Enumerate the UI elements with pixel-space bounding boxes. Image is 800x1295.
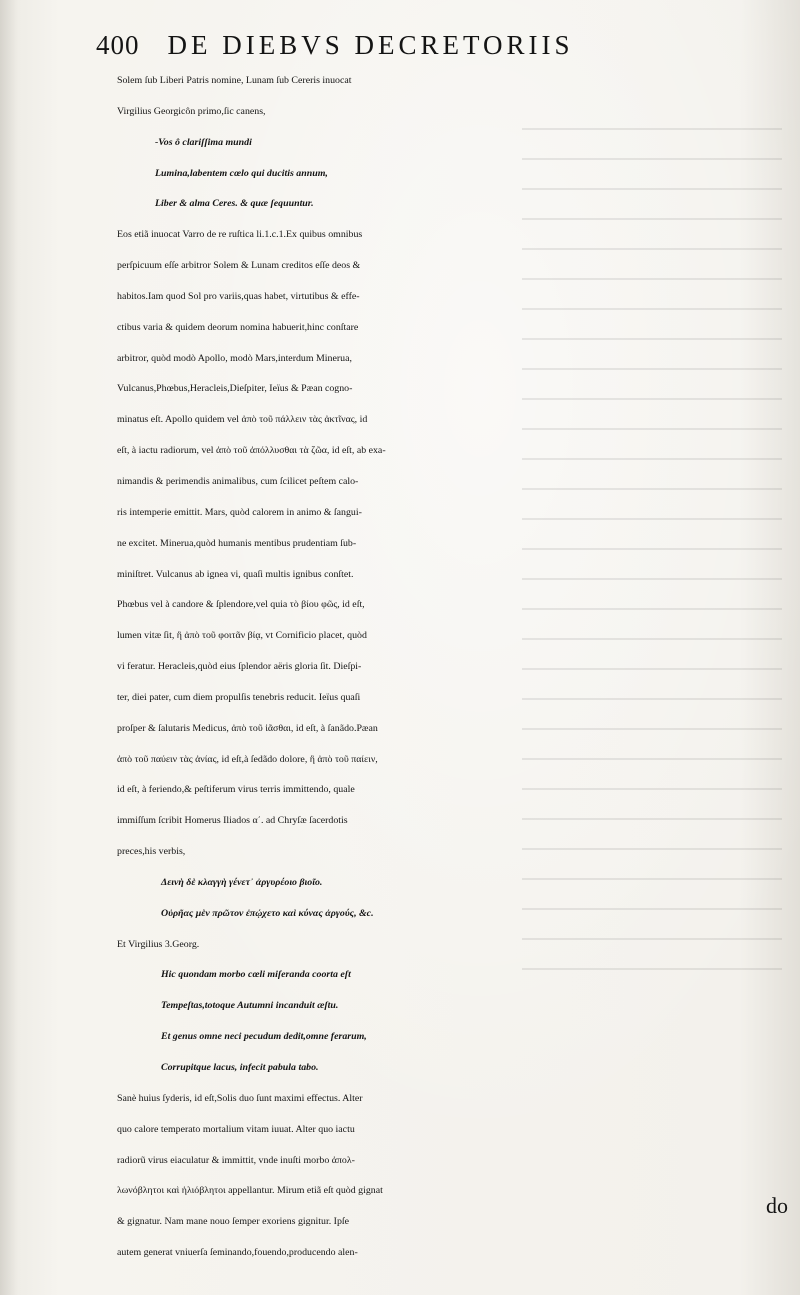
text-line: ne excitet. Minerua,quòd humanis mentibus prudentiam ſub- [117,537,357,549]
text-line: Solem ſub Liberi Patris nomine, Lunam ſub Cereris inuocat [117,75,352,86]
text-line: ctibus varia & quidem deorum nomina habuerit,hinc conſtare [117,321,359,333]
verse-line: Hic quondam morbo cœli miſeranda coorta eſt [161,969,351,981]
text-line: Virgilius Georgicôn primo,ſic canens, [117,105,266,117]
running-title: DE DIEBVS DECRETORIIS [167,30,574,60]
text-line: vi feratur. Heracleis,quòd eius ſplendor aëris gloria ſit. Dieſpi- [117,661,362,673]
page-number: 400 [96,30,140,60]
text-line: radiorũ virus eiaculatur & immittit, vnde inuſti morbo ἀπολ- [117,1154,355,1166]
verse-line: Lumina,labentem cœlo qui ducitis annum, [155,167,328,179]
text-line: perſpicuum eſſe arbitror Solem & Lunam creditos eſſe deos & [117,260,361,272]
text-line: ἀπὸ τοῦ παύειν τὰς ἀνίας, id eſt,à ſedãdo dolore, ἢ ἀπὸ τοῦ παίειν, [117,753,378,765]
text-line: preces,his verbis, [117,846,186,858]
text-line: ris intemperie emittit. Mars, quòd calorem in animo & ſangui- [117,506,362,518]
verse-line: Corrupitque lacus, infecit pabula tabo. [161,1062,319,1073]
text-line: autem generat vniuerſa ſeminando,fouendo,producendo alen- [117,1247,358,1259]
greek-verse-line: Δεινὴ δὲ κλαγγὴ γένετ᾽ ἀργυρέοιο βιοῖο. [161,876,323,888]
text-line: Et Virgilius 3.Georg. [117,938,200,950]
verse-line: Liber & alma Ceres. & quæ ſequuntur. [155,198,314,210]
text-line: Phœbus vel à candore & ſplendore,vel quia τὸ βίου φῶς, id eſt, [117,599,365,611]
text-line: nimandis & perimendis animalibus, cum ſcilicet peſtem calo- [117,475,359,487]
text-line: quo calore temperato mortalium vitam iuuat. Alter quo iactu [117,1123,355,1135]
text-line: immiſſum ſcribit Homerus Iliados α΄. ad Chryſæ ſacerdotis [117,815,348,827]
text-line: Sanè huius ſyderis, id eſt,Solis duo ſunt maximi effectus. Alter [117,1092,363,1104]
text-line: proſper & ſalutaris Medicus, ἀπὸ τοῦ ἰᾶσθαι, id eſt, à ſanãdo.Pæan [117,722,378,734]
text-line: & gignatur. Nam mane nouo ſemper exoriens gignitur. Ipſe [117,1216,350,1228]
text-line: miniſtret. Vulcanus ab ignea vi, quaſi multis ignibus conſtet. [117,568,354,580]
text-line: Vulcanus,Phœbus,Heracleis,Dieſpiter, Ieïus & Pæan cogno- [117,383,353,395]
catchword: do [766,1193,788,1218]
greek-verse-line: Οὐρῆας μὲν πρῶτον ἐπῴχετο καὶ κύνας ἀργούς, &c. [161,907,374,919]
verse-line: Tempeſtas,totoque Autumni incanduit æſtu. [161,1000,339,1012]
page-header [96,30,760,61]
verse-line: -Vos ô clariſſima mundi [155,136,252,148]
text-line: ter, diei pater, cum diem propulſis tenebris reducit. Ieïus quaſi [117,691,361,703]
body-text [117,66,787,1269]
text-line: minatus eſt. Apollo quidem vel ἀπὸ τοῦ πάλλειν τὰς ἀκτῖνας, id [117,414,368,426]
text-line: lumen vitæ ſit, ἢ ἀπὸ τοῦ φοιτᾶν βίᾳ, vt Cornificio placet, quòd [117,630,367,642]
text-line: habitos.Iam quod Sol pro variis,quas habet, virtutibus & effe- [117,290,360,302]
text-line: Eos etiã inuocat Varro de re ruſtica li.1.c.1.Ex quibus omnibus [117,229,363,241]
text-line: eſt, à iactu radiorum, vel ἀπὸ τοῦ ἀπόλλυσθαι τὰ ζῶα, id eſt, ab exa- [117,445,386,457]
text-line: arbitror, quòd modò Apollo, modò Mars,interdum Minerua, [117,352,352,364]
text-line: λωνόβλητοι καὶ ἡλιόβλητοι appellantur. Mirum etiã eſt quòd gignat [117,1185,383,1197]
text-line: id eſt, à feriendo,& peſtiferum virus terris immittendo, quale [117,784,355,796]
verse-line: Et genus omne neci pecudum dedit,omne ferarum, [161,1031,367,1043]
